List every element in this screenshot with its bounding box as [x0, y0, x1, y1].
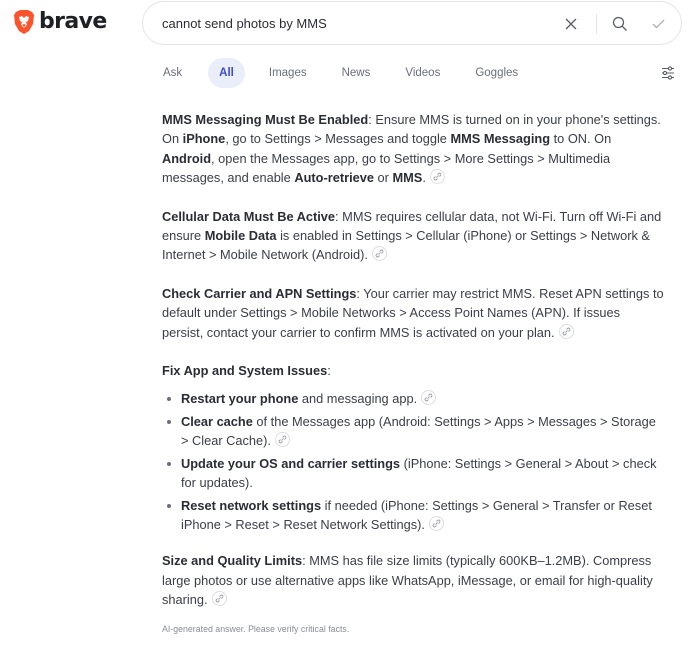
tab-news[interactable]: News	[341, 67, 371, 79]
check-icon[interactable]	[648, 14, 668, 34]
search-input[interactable]: cannot send photos by MMS	[162, 15, 327, 31]
answer-section-size: Size and Quality Limits: MMS has file size limits (typically 600KB–1.2MB). Compress large photos or use alternative apps like WhatsApp, iMessage, or email for high-quality sharing.	[162, 553, 653, 608]
answer-section-fix: Fix App and System Issues:	[162, 363, 331, 379]
tab-images[interactable]: Images	[268, 67, 307, 79]
link-icon[interactable]	[372, 246, 387, 261]
section-title: Fix App and System Issues	[162, 363, 328, 379]
link-icon[interactable]	[559, 324, 574, 339]
answer-section-cellular: Cellular Data Must Be Active: MMS requires cellular data, not Wi-Fi. Turn off Wi-Fi and ensure Mobile Data is enabled in Settings > Cellular (iPhone) or Settings > Network & Internet > Mobile Network (Android).	[162, 208, 662, 263]
search-tabs	[152, 58, 542, 88]
tab-videos[interactable]: Videos	[405, 67, 441, 79]
brave-lion-icon	[13, 9, 35, 35]
ai-disclaimer: AI-generated answer. Please verify critical facts.	[162, 623, 350, 634]
tab-all[interactable]: All	[208, 58, 245, 88]
link-icon[interactable]	[421, 390, 436, 405]
list-item: Clear cache of the Messages app (Android: Settings > Apps > Messages > Storage > Clear Cache).	[162, 412, 664, 451]
link-icon[interactable]	[212, 591, 227, 606]
tab-goggles[interactable]: Goggles	[475, 67, 519, 79]
search-icon[interactable]	[610, 14, 630, 34]
brave-logo[interactable]	[13, 9, 107, 35]
fix-list	[162, 389, 664, 534]
close-icon[interactable]	[561, 14, 581, 34]
list-item: Update your OS and carrier settings (iPhone: Settings > General > About > check for updates).	[162, 454, 664, 493]
tab-ask[interactable]: Ask	[163, 67, 183, 79]
answer-section-carrier: Check Carrier and APN Settings: Your carrier may restrict MMS. Reset APN settings to default under Settings > Mobile Networks > Access Point Names (APN). If issues persist, contact your carrier to confirm MMS is activated on your plan.	[162, 285, 664, 340]
link-icon[interactable]	[430, 169, 445, 184]
answer-section-mms: MMS Messaging Must Be Enabled: Ensure MMS is turned on in your phone's settings. On iPhone, go to Settings > Messages and toggle MMS Messaging to ON. On Android, open the Messages app, go to Settings > More Settings > Multimedia messages, and enable Auto-retrieve or MMS.	[162, 112, 661, 186]
link-icon[interactable]	[275, 432, 290, 447]
section-title: MMS Messaging Must Be Enabled	[162, 112, 369, 127]
section-title: Size and Quality Limits	[162, 553, 303, 569]
brand-name: brave	[39, 9, 107, 34]
section-title: Cellular Data Must Be Active	[162, 208, 336, 224]
search-divider	[596, 14, 597, 34]
section-title: Check Carrier and APN Settings	[162, 285, 357, 301]
ai-answer	[162, 110, 664, 639]
search-bar	[142, 1, 682, 45]
link-icon[interactable]	[429, 516, 444, 531]
list-item: Reset network settings if needed (iPhone: Settings > General > Transfer or Reset iPhone > Reset > Reset Network Settings).	[162, 496, 664, 535]
sliders-icon[interactable]	[660, 65, 676, 81]
list-item: Restart your phone and messaging app.	[162, 389, 664, 408]
